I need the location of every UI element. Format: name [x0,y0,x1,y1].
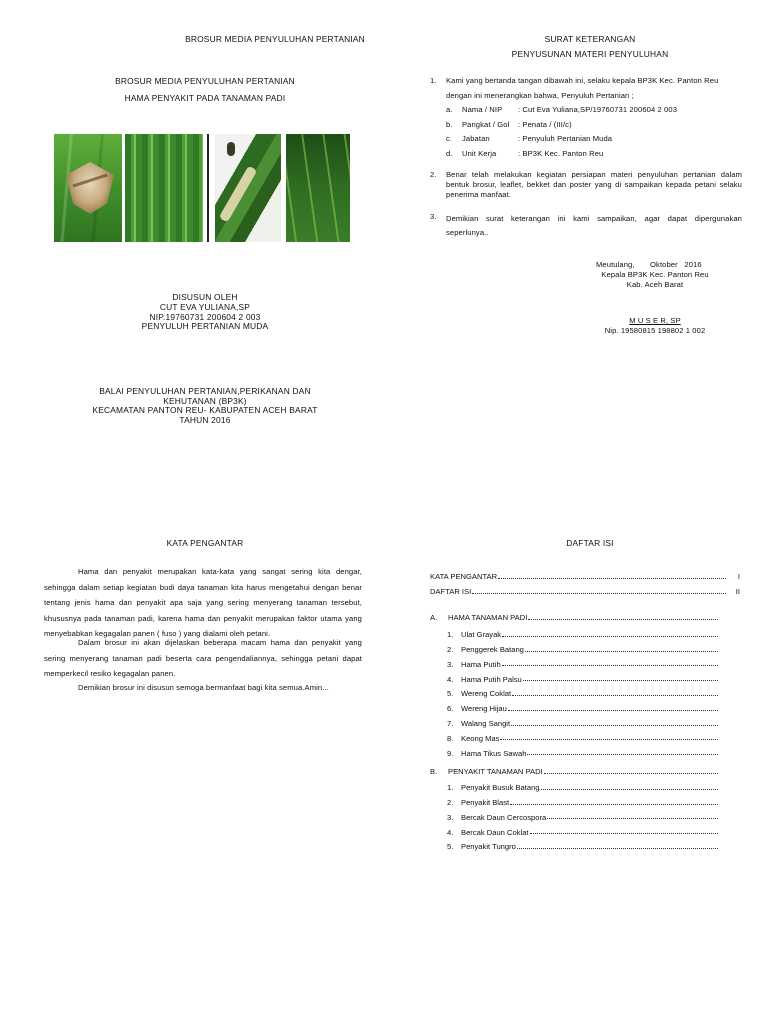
statement-item3-number: 3. [430,212,437,221]
toc-front [430,566,740,596]
foreword-paragraph1: Hama dan penyakit merupakan kata-kata yang sangat sering kita dengar, sehingga dalam setiap kegiatan budi daya tanaman kita harus mengetahui dengan benar tentang jenis hama dan penyakit apa saja yang sering menyerang tanaman tersebut, khususnya pada tanaman padi, karena hama dan penyakit merupakan faktor utama yang menyebabkan kegagalan panen ( fuso ) yang dialami oleh petani. [44,567,362,639]
toc-row-foreword[interactable] [430,566,740,581]
toc-label: DAFTAR ISI [430,587,472,597]
moth-icon [66,162,114,214]
field-a-value: : Cut Eva Yuliana,SP/19760731 200604 2 003 [518,105,678,114]
toc-section-letter: A. [430,613,438,623]
field-a-label: Nama / NIP [462,105,503,114]
statement-item1-intro: Kami yang bertanda tangan dibawah ini, selaku kepala BP3K Kec. Panton Reu [446,76,719,85]
toc-section-letter: B. [430,767,438,777]
compiled-by-label: DISUSUN OLEH [172,292,238,302]
author-title: PENYULUH PERTANIAN MUDA [141,321,269,331]
toc-section-b-items [447,777,722,851]
toc-item-label: Bercak Daun Coklat [461,827,529,837]
field-c-letter: c. [446,134,453,143]
statement-item1-number: 1. [430,76,437,85]
signer-name: M U S E R, SP [629,316,681,325]
institution-line2: KEHUTANAN (BP3K) [163,396,247,406]
rice-field-photo [286,134,350,242]
toc-label: KATA PENGANTAR [430,572,498,582]
toc-page: I [737,572,740,582]
toc-section-title: PENYAKIT TANAMAN PADI [448,767,543,777]
toc-item-label: Penyakit Busuk Batang [461,783,540,793]
toc-item[interactable]: 6. Wereng Hijau [447,698,722,713]
statement-item2: Benar telah melakukan kegiatan persiapan materi penyuluhan pertanian dalam bentuk brosur, leaflet, bekket dan poster yang di sampaikan kepada petani selaku penerima manfaat. [446,170,742,199]
author-nip: NIP.19760731 200604 2 003 [149,312,261,322]
toc-item[interactable]: 7. Walang Sangit [447,713,722,728]
field-d-label: Unit Kerja [462,149,497,158]
statement-item2-number: 2. [430,170,437,179]
toc-item-label: Bercak Daun Cercospora [461,812,547,822]
toc-item-label: Walang Sangit [461,718,511,728]
field-d-value: : BP3K Kec. Panton Reu [518,149,604,158]
foreword-paragraph2: Dalam brosur ini akan dijelaskan beberapa macam hama dan penyakit yang sering menyerang tanaman padi beserta cara pengendaliannya, sehingga petani dapat memperkecil resiko kegagalan panen. [44,638,362,679]
toc-item[interactable]: 2. Penyakit Blast [447,792,722,807]
place-date: Meutulang, Oktober 2016 [596,260,702,269]
foreword-title: KATA PENGANTAR [166,538,244,548]
toc-item[interactable]: 8. Keong Mas [447,728,722,743]
toc-item[interactable]: 5. Penyakit Tungro [447,836,722,851]
institution-line1: BALAI PENYULUHAN PERTANIAN,PERIKANAN DAN [99,386,311,396]
toc-section-a-items [447,624,722,757]
photo-divider [207,134,209,242]
field-b-letter: b. [446,120,453,129]
field-a-letter: a. [446,105,453,114]
toc-item-label: Hama Putih Palsu [461,674,522,684]
moth-photo [54,134,122,242]
signer-role2: Kab. Aceh Barat [626,280,684,289]
signer-nip: Nip. 19580815 198802 1 002 [604,326,706,335]
author-name: CUT EVA YULIANA,SP [159,302,251,312]
toc-item[interactable]: 1. Penyakit Busuk Batang [447,777,722,792]
toc-item[interactable]: 4. Hama Putih Palsu [447,668,722,683]
field-c-label: Jabatan [462,134,490,143]
brochure-header: BROSUR MEDIA PENYULUHAN PERTANIAN [185,34,365,44]
toc-item-label: Penggerek Batang [461,645,524,654]
statement-item1-intro2: dengan ini menerangkan bahwa, Penyuluh Pertanian ; [446,91,634,100]
institution-line4: TAHUN 2016 [179,415,231,425]
toc-item-label: Penyakit Blast [461,798,510,807]
toc-section-title: HAMA TANAMAN PADI [448,613,528,623]
foreword-paragraph3: Demikian brosur ini disusun semoga bermanfaat bagi kita semua.Amin... [78,683,329,692]
toc-item-label: Ulat Grayak [461,630,502,640]
toc-item[interactable]: 9. Hama Tikus Sawah [447,742,722,757]
statement-title: SURAT KETERANGAN [544,34,636,44]
toc-item[interactable]: 1. Ulat Grayak [447,624,722,639]
institution-line3: KECAMATAN PANTON REU- KABUPATEN ACEH BARAT [92,405,318,415]
toc-item[interactable]: 3. Hama Putih [447,654,722,669]
toc-item-label: Hama Putih [461,659,501,669]
rice-leaf-photo [125,134,203,242]
toc-item-label: Keong Mas [461,733,500,743]
cover-title-line2: HAMA PENYAKIT PADA TANAMAN PADI [124,93,286,103]
toc-section-b [430,762,722,776]
damaged-leaf-photo [215,134,281,242]
toc-section-a [430,608,722,622]
toc-item-label: Wereng Hijau [461,704,507,714]
statement-item3: Demikian surat keterangan ini kami sampaikan, agar dapat dipergunakan seperlunya.. [446,214,742,238]
toc-page: II [735,587,740,597]
signer-role1: Kepala BP3K Kec. Panton Reu [601,270,709,279]
toc-item-label: Penyakit Tungro [461,842,516,852]
toc-row-contents[interactable] [430,581,740,596]
statement-subtitle: PENYUSUNAN MATERI PENYULUHAN [511,49,669,59]
toc-item[interactable]: 2. Penggerek Batang [447,639,722,654]
toc-item[interactable]: 5. Wereng Coklat [447,683,722,698]
toc-item-label: Wereng Coklat [461,689,512,699]
field-c-value: : Penyuluh Pertanian Muda [518,134,613,143]
toc-item-label: Hama Tikus Sawah [461,748,527,758]
toc-section-b-heading[interactable] [430,762,722,776]
field-b-label: Pangkat / Gol [462,120,510,129]
toc-title: DAFTAR ISI [566,538,614,548]
toc-item[interactable]: 3. Bercak Daun Cercospora [447,807,722,822]
toc-item[interactable]: 4. Bercak Daun Coklat [447,821,722,836]
field-b-value: : Penata / (III/c) [518,120,572,129]
toc-section-a-heading[interactable] [430,608,722,622]
field-d-letter: d. [446,149,453,158]
cover-title-line1: BROSUR MEDIA PENYULUHAN PERTANIAN [115,76,295,86]
